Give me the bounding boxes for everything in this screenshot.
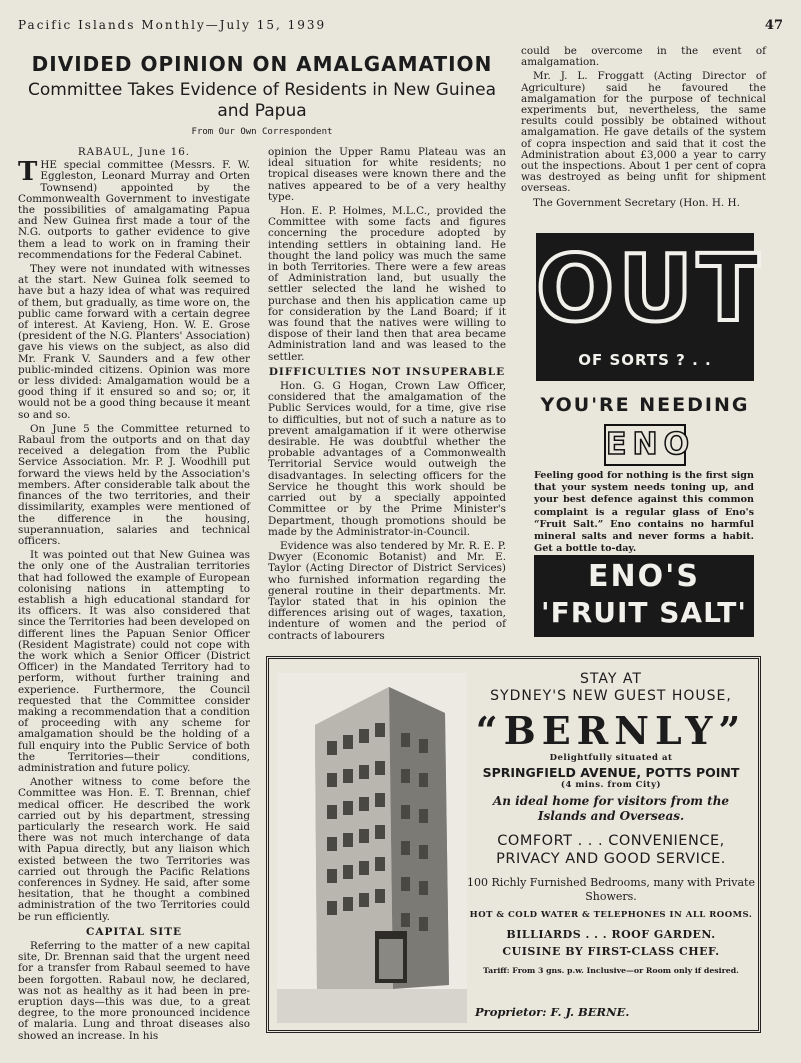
paragraph: Hon. G. G Hogan, Crown Law Officer, considered that the amalgamation of the Public Services would, for a time, give rise to difficulties, but not of such a nature as to prevent amalgamation if it were otherwise desirable. He was doubtful whether the probable advantages of a Commonwealth Territorial Service would outweigh the disadvantages. In selecting officers for the Service he thought this work should be carried out by a specially appointed Committee or by the Prime Minister's Department, though promotions should be made by the Administrator-in-Council.	[268, 380, 506, 538]
article-column-1	[18, 147, 250, 1045]
privacy-line: PRIVACY AND GOOD SERVICE.	[496, 851, 726, 867]
byline: From Our Own Correspondent	[191, 127, 333, 137]
paragraph: Another witness to come before the Committee was Hon. E. T. Brennan, chief medical officer. He described the work carried out by his department, stressing particularly the research work. He said there was not much interchange of data with Papua directly, but any liaison which existed between the two Territories was carried out through the Pacific Relations conferences in Sydney. He said, after some hesitation, that he thought a combined administration of the two Territories could be run efficiently.	[18, 776, 250, 923]
distance-line: (4 mins. from City)	[560, 780, 662, 790]
eno-ad-needing-line: YOU'RE NEEDING	[540, 394, 750, 416]
paragraph: Mr. J. L. Froggatt (Acting Director of Agriculture) said he favoured the amalgamation for the purpose of technical experiments but, nevertheless, the same results could possibly be obtained without amalgamation. He gave details of the system of copra inspection and said that it cost the Administration about £3,000 a year to carry out the inspections. About 1 per cent of copra was destroyed as being unfit for shipment overseas.	[521, 70, 766, 195]
banner-line-enos: ENO'S	[588, 559, 700, 594]
drop-cap: T	[18, 157, 38, 188]
article-column-2	[268, 147, 506, 645]
dateline: RABAUL, June 16.	[77, 146, 191, 158]
hot-cold-water-line: HOT & COLD WATER & TELEPHONES IN ALL ROOMS.	[469, 910, 753, 920]
cuisine-line: CUISINE BY FIRST-CLASS CHEF.	[502, 945, 720, 958]
proprietor-line: Proprietor: F. J. BERNE.	[475, 1005, 630, 1019]
comfort-line: COMFORT . . . CONVENIENCE,	[497, 833, 725, 849]
paragraph: It was pointed out that New Guinea was the only one of the Australian territories that had followed the example of European colonising nations in attempting to establish a high educational standard for its officers. It was also considered that since the Territories had been developed on different lines the Papuan Senior Officer (Resident Magistrate) could not cope with the work which a Senior Officer (District Officer) in the Mandated Territory had to perform, without further training and experience. Furthermore, the Council requested that the Committee consider making a recommendation that a condition of proceeding with any scheme for amalgamation should be the holding of a full enquiry into the Public Service of both the Territories—their conditions, administration and future policy.	[18, 549, 250, 774]
eno-logo: ENO	[604, 424, 686, 466]
banner-line-fruit-salt: 'FRUIT SALT'	[541, 596, 747, 629]
section-subhead: DIFFICULTIES NOT INSUPERABLE	[268, 365, 506, 378]
running-header	[18, 18, 783, 34]
bernly-name: “BERNLY”	[475, 708, 747, 753]
page-number: 47	[764, 18, 783, 33]
article-column-3	[521, 46, 766, 212]
paragraph-text: HE special committee (Messrs. F. W. Eggleston, Leonard Murray and Orten Townsend) appointed by the Commonwealth Government to investigate the possibilities of amalgamating Papua and New Guinea first made a tour of the N.G. outports to gather evidence to give them a lead to work on in framing their recommendations for the Federal Cabinet.	[18, 159, 250, 261]
paragraph: Referring to the matter of a new capital site, Dr. Brennan said that the urgent need for a transfer from Rabaul seemed to have been forgotten. Rabaul now, he declared, was not as healthy as it had been in pre-eruption days—this was due, to a great degree, to the more pronounced incidence of malaria. Lung and throat diseases also showed an increase. In his	[18, 940, 250, 1042]
bernly-guest-house-ad	[266, 656, 761, 1033]
paragraph: Hon. E. P. Holmes, M.L.C., provided the Committee with some facts and figures concerning the procedure adopted by intending settlers in obtaining land. He thought the land policy was much the same in both Territories. There were a few areas of Administration land, but usually the settler selected the land he wished to purchase and then his application came up for consideration by the Land Board; if it was found that the natives were willing to dispose of their land then that area became Administration land and was leased to the settler.	[268, 205, 506, 363]
address-line: SPRINGFIELD AVENUE, POTTS POINT	[482, 765, 740, 780]
article-subheadline: Committee Takes Evidence of Residents in New Guinea and Papua	[27, 80, 496, 121]
paragraph: The Government Secretary (Hon. H. H.	[533, 196, 740, 209]
eno-ad-out-of-sorts-panel	[536, 233, 764, 381]
ideal-home-line: An ideal home for visitors from the Islands and Overseas.	[492, 794, 730, 823]
billiards-line: BILLIARDS . . . ROOF GARDEN.	[506, 928, 716, 941]
paragraph: opinion the Upper Ramu Plateau was an ideal situation for white residents; no tropical diseases were known there and the natives appeared to be of a very healthy type.	[268, 146, 506, 203]
guest-house-line: SYDNEY'S NEW GUEST HOUSE,	[490, 688, 732, 704]
eno-fruit-salt-banner	[534, 555, 754, 637]
section-subhead: CAPITAL SITE	[85, 925, 183, 938]
stay-at-line: STAY AT	[580, 671, 642, 687]
paragraph: Evidence was also tendered by Mr. R. E. P. Dwyer (Economic Botanist) and Mr. E. Taylor (Acting Director of District Services) who furnished information regarding the general routine in their departments. Mr. Taylor stated that in his opinion the differences arising out of wages, taxation, indenture of women and the period of contracts of labourers	[268, 539, 506, 642]
paragraph	[18, 157, 250, 261]
article-headline: DIVIDED OPINION ON AMALGAMATION	[31, 52, 493, 76]
paragraph: On June 5 the Committee returned to Rabaul from the outports and on that day received a delegation from the Public Service Association. Mr. P. J. Woodhill put forward the views held by the Association's members. After considerable talk about the finances of the two territories, and their dissimilarity, examples were mentioned of the difference in the housing, superannuation, salaries and technical officers.	[18, 422, 250, 547]
rooms-line: 100 Richly Furnished Bedrooms, many with Private Showers.	[467, 876, 755, 903]
tariff-line: Tariff: From 3 gns. p.w. Inclusive—or Room only if desired.	[483, 966, 739, 975]
situated-line: Delightfully situated at	[549, 753, 673, 763]
of-sorts-line: OF SORTS ? . .	[578, 351, 712, 369]
eno-ad-copy: Feeling good for nothing is the first sign that your system needs toning up, and your best defence against this common complaint is a regular glass of Eno's “Fruit Salt.” Eno contains no harmful mineral salts and never forms a habit. Get a bottle to-day.	[534, 470, 754, 555]
out-word: OUT	[536, 235, 764, 342]
building-illustration	[277, 673, 467, 1023]
publication-line: Pacific Islands Monthly—July 15, 1939	[18, 18, 327, 32]
bernly-ad-text	[467, 671, 755, 976]
paragraph: They were not inundated with witnesses at the start. New Guinea folk seemed to have but a hazy idea of what was required of them, but gradually, as time wore on, the public came forward with a certain degree of interest. At Kavieng, Hon. W. E. Grose (president of the N.G. Planters' Association) gave his views on the subject, as also did Mr. Frank V. Saunders and a few other public-minded citizens. Opinion was more or less divided: Amalgamation would be a good thing if it ensured so and so; or, it would not be a good thing because it meant so and so.	[18, 263, 250, 421]
paragraph: could be overcome in the event of amalgamation.	[521, 45, 766, 69]
